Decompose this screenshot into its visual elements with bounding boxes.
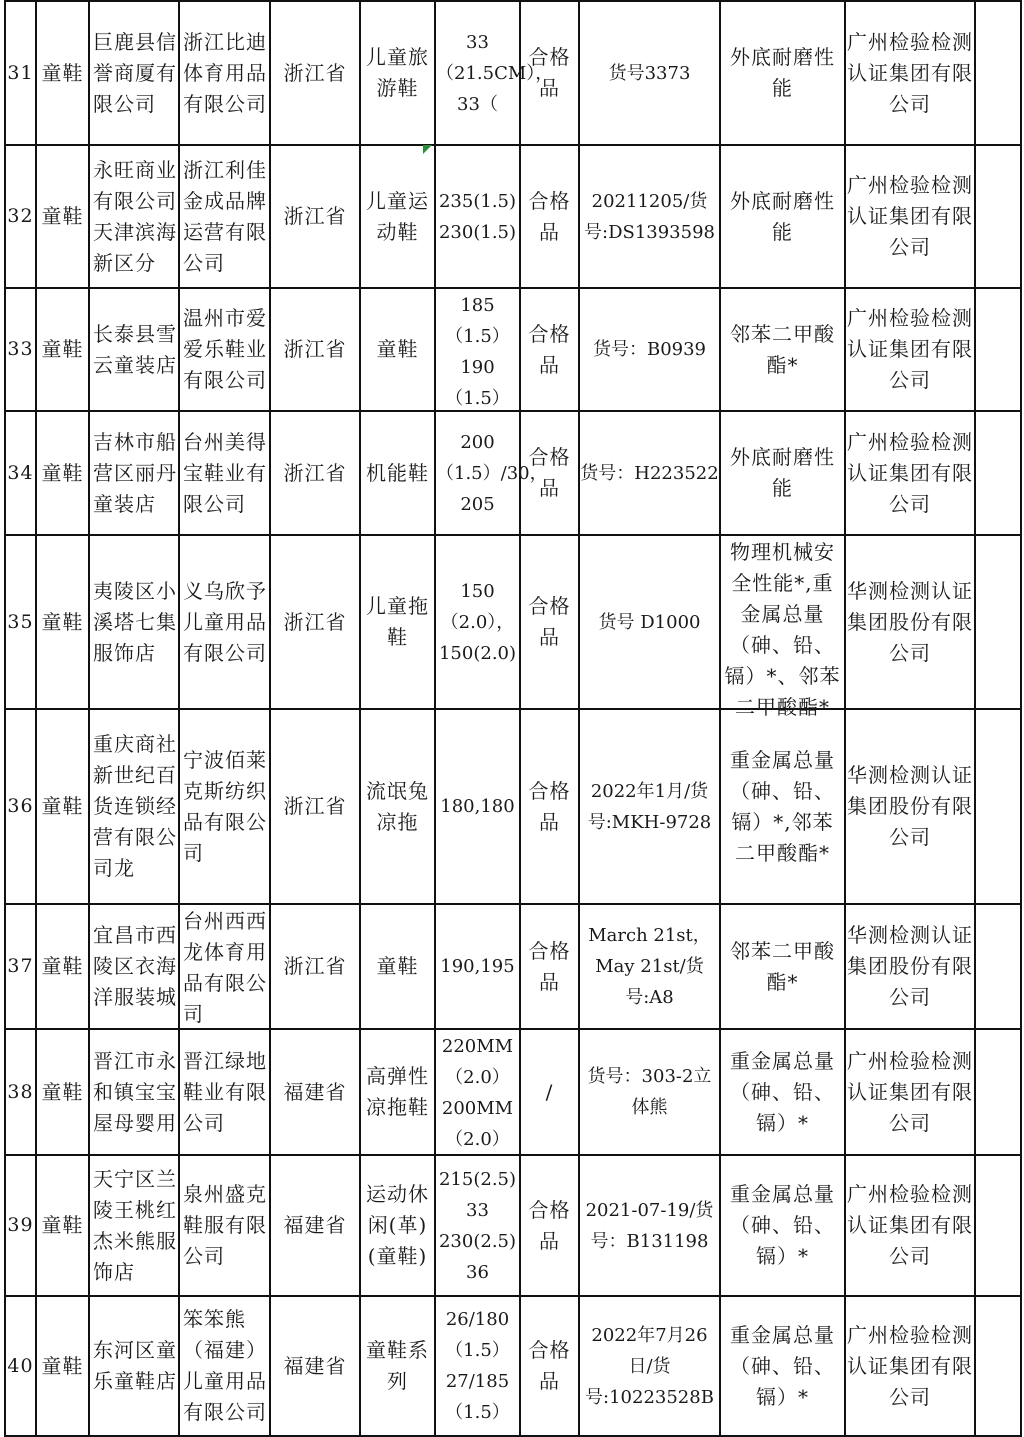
specification-cell	[435, 904, 520, 1029]
product-name-cell	[360, 1029, 435, 1155]
province-cell	[270, 1155, 360, 1296]
row-number-cell	[5, 904, 36, 1029]
seller-name: 宜昌市西陵区衣海洋服装城	[93, 923, 177, 1009]
manufacturer-name: 晋江绿地鞋业有限公司	[183, 1048, 267, 1135]
row-number: 40	[7, 1354, 34, 1377]
specification: 150（2.0），150(2.0)	[438, 580, 517, 664]
batch-number: 2021-07-19/货号：B131198	[585, 1199, 714, 1252]
batch-number: 货号：B0939	[592, 339, 707, 360]
manufacturer-name: 泉州盛克鞋服有限公司	[183, 1182, 267, 1268]
province-cell	[270, 709, 360, 904]
province: 福建省	[283, 1353, 347, 1378]
batch-number: 货号 D1000	[598, 611, 701, 633]
specification: 180,180	[440, 796, 515, 817]
seller-name: 长泰县雪云童装店	[93, 321, 177, 377]
seller-name: 巨鹿县信誉商厦有限公司	[93, 29, 177, 116]
batch-number-cell	[579, 709, 720, 904]
remark-cell	[975, 288, 1021, 411]
table-row	[5, 709, 1021, 904]
row-number-cell	[5, 535, 36, 709]
province: 浙江省	[283, 204, 347, 228]
province-cell	[270, 1029, 360, 1155]
product-category-cell	[36, 1029, 89, 1155]
inspection-result: 合格品	[528, 45, 571, 100]
manufacturer-name-cell	[179, 904, 270, 1029]
testing-lab-cell	[845, 145, 975, 288]
product-name: 流氓兔凉拖	[366, 778, 429, 834]
manufacturer-name-cell	[179, 411, 270, 535]
row-number: 39	[7, 1214, 34, 1236]
seller-name-cell	[89, 904, 179, 1029]
testing-lab-cell	[845, 535, 975, 709]
product-category: 童鞋	[41, 609, 84, 634]
inspection-result-cell	[520, 535, 579, 709]
inspection-result-cell	[520, 145, 579, 288]
seller-name: 天宁区兰陵王桃红杰米熊服饰店	[93, 1166, 177, 1284]
batch-number-cell	[579, 411, 720, 535]
manufacturer-name-cell	[179, 288, 270, 411]
nonconforming-item: 重金属总量（砷、铅、镉）*	[730, 1322, 835, 1409]
specification: 215(2.5) 33 230(2.5) 36	[438, 1168, 517, 1283]
batch-number: 20211205/货号:DS1393598	[584, 190, 715, 243]
row-number: 35	[7, 610, 34, 633]
row-number-cell	[5, 411, 36, 535]
table-row	[5, 411, 1021, 535]
product-category-cell	[36, 1155, 89, 1296]
row-number-cell	[5, 709, 36, 904]
row-number-cell	[5, 1, 36, 145]
province-cell	[270, 1, 360, 145]
product-name-cell	[360, 904, 435, 1029]
product-category-cell	[36, 904, 89, 1029]
remark-cell	[975, 1155, 1021, 1296]
nonconforming-item-cell	[720, 1, 845, 145]
remark-cell	[975, 709, 1021, 904]
province: 浙江省	[283, 337, 347, 361]
inspection-result: /	[545, 1079, 554, 1104]
testing-lab: 广州检验检测认证集团有限公司	[847, 1048, 973, 1135]
specification-cell	[435, 535, 520, 709]
table-body	[5, 1, 1021, 1436]
seller-name: 永旺商业有限公司天津滨海新区分	[93, 157, 177, 275]
product-name-cell	[360, 535, 435, 709]
seller-name-cell	[89, 535, 179, 709]
product-category-cell	[36, 1, 89, 145]
product-category-cell	[36, 1296, 89, 1436]
product-category: 童鞋	[41, 204, 84, 228]
product-name: 机能鞋	[366, 460, 429, 485]
testing-lab: 广州检验检测认证集团有限公司	[847, 306, 973, 392]
manufacturer-name: 温州市爱爱乐鞋业有限公司	[183, 306, 267, 392]
specification-cell	[435, 145, 520, 288]
manufacturer-name: 台州西西龙体育用品有限公司	[183, 909, 267, 1026]
product-category-cell	[36, 145, 89, 288]
testing-lab-cell	[845, 904, 975, 1029]
manufacturer-name: 笨笨熊（福建）儿童用品有限公司	[183, 1307, 267, 1424]
testing-lab-cell	[845, 1155, 975, 1296]
manufacturer-name-cell	[179, 145, 270, 288]
batch-number-cell	[579, 535, 720, 709]
province: 浙江省	[283, 60, 347, 85]
seller-name-cell	[89, 1, 179, 145]
seller-name-cell	[89, 411, 179, 535]
product-name: 高弹性凉拖鞋	[366, 1064, 429, 1119]
product-category-cell	[36, 535, 89, 709]
remark-cell	[975, 904, 1021, 1029]
province: 浙江省	[283, 460, 347, 485]
product-category: 童鞋	[41, 60, 84, 85]
batch-number-cell	[579, 1, 720, 145]
seller-name: 吉林市船营区丽丹童装店	[93, 429, 177, 516]
nonconforming-item-cell	[720, 288, 845, 411]
nonconforming-item: 外底耐磨性能	[730, 45, 835, 100]
manufacturer-name: 浙江比迪体育用品有限公司	[183, 29, 267, 116]
province: 浙江省	[283, 954, 347, 978]
testing-lab-cell	[845, 411, 975, 535]
nonconforming-item: 重金属总量（砷、铅、镉）*	[730, 1048, 835, 1135]
seller-name-cell	[89, 709, 179, 904]
table-row	[5, 535, 1021, 709]
row-number: 33	[7, 338, 34, 360]
nonconforming-item-cell	[720, 535, 845, 719]
product-name-cell	[360, 288, 435, 411]
remark-cell	[975, 1, 1021, 145]
product-name-cell	[360, 1155, 435, 1296]
nonconforming-item-cell	[720, 1155, 845, 1296]
seller-name: 东河区童乐童鞋店	[93, 1338, 177, 1393]
row-number: 34	[7, 461, 34, 484]
manufacturer-name-cell	[179, 1029, 270, 1155]
product-name-cell	[360, 1, 435, 145]
batch-number: March 21st，May 21st/货号:A8	[588, 925, 711, 1008]
inspection-result: 合格品	[528, 778, 571, 834]
inspection-result: 合格品	[528, 594, 571, 649]
specification: 26/180（1.5）27/185（1.5）	[445, 1309, 510, 1423]
province-cell	[270, 904, 360, 1029]
product-name-cell	[360, 1296, 435, 1436]
product-name-cell	[360, 145, 435, 288]
product-category-cell	[36, 411, 89, 535]
province-cell	[270, 535, 360, 709]
product-name: 运动休闲(革)(童鞋)	[366, 1182, 429, 1268]
product-name: 童鞋	[376, 337, 419, 361]
nonconforming-item: 邻苯二甲酸酯*	[730, 938, 835, 994]
nonconforming-item: 物理机械安全性能*,重金属总量（砷、铅、镉）*、邻苯二甲酸酯*	[724, 540, 841, 719]
product-name-cell	[360, 709, 435, 904]
batch-number: 2022年1月/货号:MKH-9728	[587, 780, 712, 833]
nonconforming-item-cell	[720, 145, 845, 288]
manufacturer-name-cell	[179, 709, 270, 904]
specification: 190,195	[440, 956, 515, 977]
testing-lab: 广州检验检测认证集团有限公司	[847, 173, 973, 259]
batch-number-cell	[579, 904, 720, 1029]
manufacturer-name-cell	[179, 1296, 270, 1436]
inspection-result-cell	[520, 1155, 579, 1296]
inspection-result-cell	[520, 288, 579, 411]
product-category: 童鞋	[41, 1079, 84, 1104]
row-number-cell	[5, 288, 36, 411]
inspection-result-cell	[520, 904, 579, 1029]
table-row	[5, 288, 1021, 411]
batch-number-cell	[579, 145, 720, 288]
product-category: 童鞋	[41, 1353, 84, 1378]
manufacturer-name-cell	[179, 1, 270, 145]
province-cell	[270, 145, 360, 288]
nonconforming-item: 外底耐磨性能	[730, 188, 835, 244]
row-number-cell	[5, 1296, 36, 1436]
testing-lab-cell	[845, 1, 975, 145]
specification-cell	[435, 411, 548, 535]
testing-lab: 华测检测认证集团股份有限公司	[847, 578, 973, 665]
cell-marker	[423, 145, 432, 154]
specification-cell	[435, 1155, 520, 1296]
row-number: 38	[7, 1080, 34, 1103]
manufacturer-name-cell	[179, 1155, 270, 1296]
province-cell	[270, 1296, 360, 1436]
table-row	[5, 1155, 1021, 1296]
product-category: 童鞋	[41, 794, 84, 818]
nonconforming-item-cell	[720, 709, 845, 904]
inspection-result: 合格品	[528, 1197, 571, 1253]
seller-name: 夷陵区小溪塔七集服饰店	[93, 578, 177, 665]
remark-cell	[975, 411, 1021, 535]
specification: 200（1.5）/30，205	[436, 431, 548, 515]
table-row	[5, 1029, 1021, 1155]
inspection-result: 合格品	[528, 188, 571, 244]
batch-number: 货号3373	[608, 62, 691, 84]
inspection-result: 合格品	[528, 1338, 571, 1393]
testing-lab: 广州检验检测认证集团有限公司	[847, 429, 973, 516]
nonconforming-item-cell	[720, 1296, 845, 1436]
product-name: 儿童旅游鞋	[366, 45, 429, 100]
manufacturer-name: 台州美得宝鞋业有限公司	[183, 429, 267, 516]
specification-cell	[435, 1296, 520, 1436]
row-number: 36	[7, 795, 34, 817]
nonconforming-item-cell	[720, 904, 845, 1029]
nonconforming-item-cell	[720, 1029, 845, 1155]
seller-name-cell	[89, 1296, 179, 1436]
product-name: 童鞋系列	[366, 1338, 429, 1393]
batch-number: 2022年7月26日/货号:10223528B	[585, 1324, 714, 1408]
row-number-cell	[5, 1155, 36, 1296]
batch-number: 货号：303-2立体熊	[587, 1066, 712, 1118]
remark-cell	[975, 1296, 1021, 1436]
specification: 235(1.5) 230(1.5)	[438, 190, 517, 243]
batch-number-cell	[579, 1296, 720, 1436]
product-category-cell	[36, 288, 89, 411]
nonconforming-item: 重金属总量（砷、铅、镉）*	[730, 1182, 835, 1268]
province: 福建省	[283, 1079, 347, 1104]
table-row	[5, 1296, 1021, 1436]
row-number: 31	[7, 61, 34, 84]
province: 浙江省	[283, 609, 347, 634]
product-name-cell	[360, 411, 435, 535]
row-number: 32	[7, 205, 34, 227]
province: 福建省	[283, 1213, 347, 1237]
product-name: 儿童运动鞋	[366, 188, 429, 244]
row-number-cell	[5, 145, 36, 288]
manufacturer-name-cell	[179, 535, 270, 709]
batch-number-cell	[579, 288, 720, 411]
specification-cell	[435, 1029, 520, 1155]
batch-number: 货号：H223522	[580, 462, 719, 484]
row-number-cell	[5, 1029, 36, 1155]
product-name: 童鞋	[376, 954, 419, 978]
remark-cell	[975, 1029, 1021, 1155]
inspection-result-cell	[520, 709, 579, 904]
product-name: 儿童拖鞋	[366, 594, 429, 649]
testing-lab-cell	[845, 1296, 975, 1436]
manufacturer-name: 浙江利佳金成品牌运营有限公司	[183, 157, 267, 275]
remark-cell	[975, 145, 1021, 288]
specification: 185（1.5）190（1.5）	[445, 295, 510, 409]
specification-cell	[435, 709, 520, 904]
testing-lab: 华测检测认证集团股份有限公司	[847, 763, 973, 849]
manufacturer-name: 义乌欣予儿童用品有限公司	[183, 578, 267, 665]
table-row	[5, 1, 1021, 145]
province: 浙江省	[283, 794, 347, 818]
testing-lab: 华测检测认证集团股份有限公司	[847, 923, 973, 1009]
specification: 33（21.5CM），33（	[436, 31, 554, 115]
specification-cell	[435, 288, 520, 411]
product-category: 童鞋	[41, 1213, 84, 1237]
inspection-result-cell	[520, 1296, 579, 1436]
province-cell	[270, 288, 360, 411]
province-cell	[270, 411, 360, 535]
product-category-cell	[36, 709, 89, 904]
specification: 220MM（2.0）200MM（2.0）	[441, 1036, 514, 1150]
seller-name: 重庆商社新世纪百货连锁经营有限公司龙	[93, 732, 177, 880]
table-row	[5, 904, 1021, 1029]
inspection-result-cell	[520, 1029, 579, 1155]
testing-lab-cell	[845, 1029, 975, 1155]
batch-number-cell	[579, 1155, 720, 1296]
testing-lab: 广州检验检测认证集团有限公司	[847, 1182, 973, 1268]
inspection-results-table	[4, 0, 1022, 1437]
seller-name-cell	[89, 1155, 179, 1296]
inspection-result: 合格品	[528, 445, 571, 500]
inspection-result: 合格品	[528, 321, 571, 377]
table-row	[5, 145, 1021, 288]
product-category: 童鞋	[41, 460, 84, 485]
testing-lab-cell	[845, 288, 975, 411]
seller-name-cell	[89, 1029, 179, 1155]
nonconforming-item: 邻苯二甲酸酯*	[730, 321, 835, 377]
seller-name: 晋江市永和镇宝宝屋母婴用	[93, 1048, 177, 1135]
nonconforming-item: 重金属总量（砷、铅、镉）*,邻苯二甲酸酯*	[730, 747, 835, 865]
product-category: 童鞋	[41, 337, 84, 361]
testing-lab: 广州检验检测认证集团有限公司	[847, 1322, 973, 1409]
batch-number-cell	[579, 1029, 720, 1155]
manufacturer-name: 宁波佰莱克斯纺织品有限公司	[183, 747, 267, 865]
remark-cell	[975, 535, 1021, 709]
product-category: 童鞋	[41, 954, 84, 978]
testing-lab: 广州检验检测认证集团有限公司	[847, 29, 973, 116]
seller-name-cell	[89, 288, 179, 411]
row-number: 37	[7, 955, 34, 977]
seller-name-cell	[89, 145, 179, 288]
testing-lab-cell	[845, 709, 975, 904]
inspection-result: 合格品	[528, 938, 571, 994]
nonconforming-item: 外底耐磨性能	[730, 445, 835, 500]
nonconforming-item-cell	[720, 411, 845, 535]
